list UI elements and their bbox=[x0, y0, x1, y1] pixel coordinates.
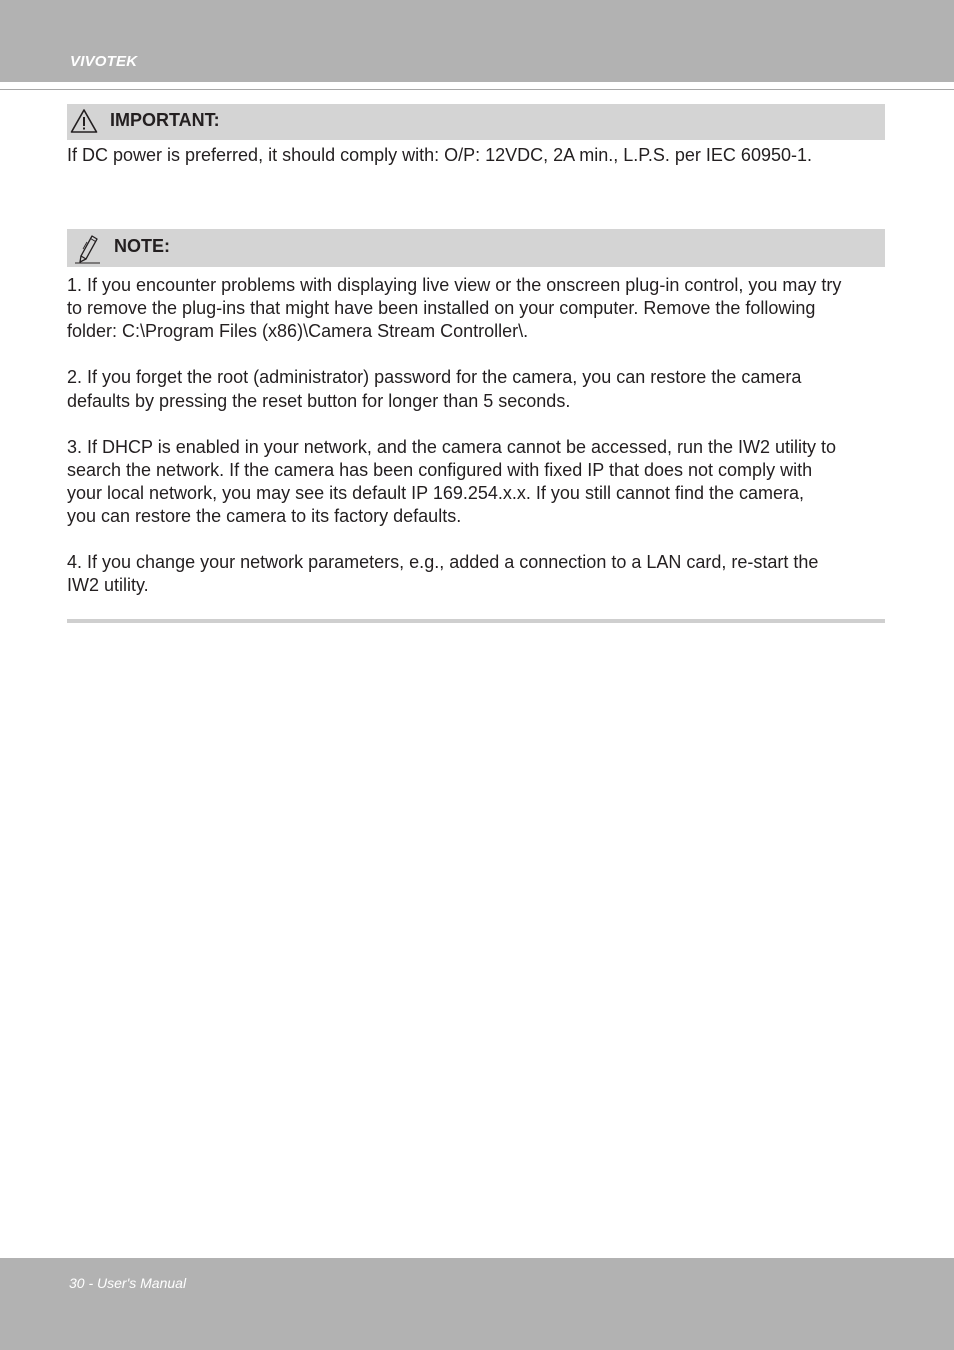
note-item bbox=[67, 551, 895, 597]
note-line: 3. If DHCP is enabled in your network, and the camera cannot be accessed, run the IW2 utility to bbox=[67, 436, 837, 457]
note-line: IW2 utility. bbox=[67, 575, 149, 596]
note-line: your local network, you may see its default IP 169.254.x.x. If you still cannot find the camera, bbox=[67, 483, 805, 504]
note-line: defaults by pressing the reset button for longer than 5 seconds. bbox=[67, 390, 571, 411]
note-item bbox=[67, 436, 895, 529]
note-line: search the network. If the camera has been configured with fixed IP that does not comply with bbox=[67, 459, 813, 480]
pencil-icon bbox=[72, 232, 102, 269]
note-line: to remove the plug-ins that might have been installed on your computer. Remove the following bbox=[67, 298, 816, 319]
important-label: IMPORTANT: bbox=[110, 110, 220, 130]
note-line: 4. If you change your network parameters, e.g., added a connection to a LAN card, re-start the bbox=[67, 552, 819, 573]
note-list bbox=[67, 274, 895, 620]
header-divider bbox=[0, 89, 954, 90]
brand-name: VIVOTEK bbox=[70, 53, 138, 70]
warning-triangle-icon bbox=[70, 108, 98, 139]
note-line: 1. If you encounter problems with displaying live view or the onscreen plug-in control, you may try bbox=[67, 275, 842, 295]
important-callout-bar bbox=[67, 104, 885, 140]
note-line: folder: C:\Program Files (x86)\Camera Stream Controller\. bbox=[67, 321, 529, 342]
note-item bbox=[67, 366, 895, 412]
note-bottom-rule bbox=[67, 619, 885, 623]
header-band bbox=[0, 0, 954, 82]
note-callout-bar bbox=[67, 229, 885, 267]
note-item bbox=[67, 274, 895, 344]
note-label: NOTE: bbox=[114, 236, 170, 256]
page-number: 30 - User's Manual bbox=[69, 1275, 187, 1291]
note-line: you can restore the camera to its factory defaults. bbox=[67, 506, 462, 527]
footer-band bbox=[0, 1258, 954, 1350]
important-text: If DC power is preferred, it should comply with: O/P: 12VDC, 2A min., L.P.S. per IEC 60950-1. bbox=[67, 145, 812, 165]
note-line: 2. If you forget the root (administrator) password for the camera, you can restore the camera bbox=[67, 367, 802, 388]
